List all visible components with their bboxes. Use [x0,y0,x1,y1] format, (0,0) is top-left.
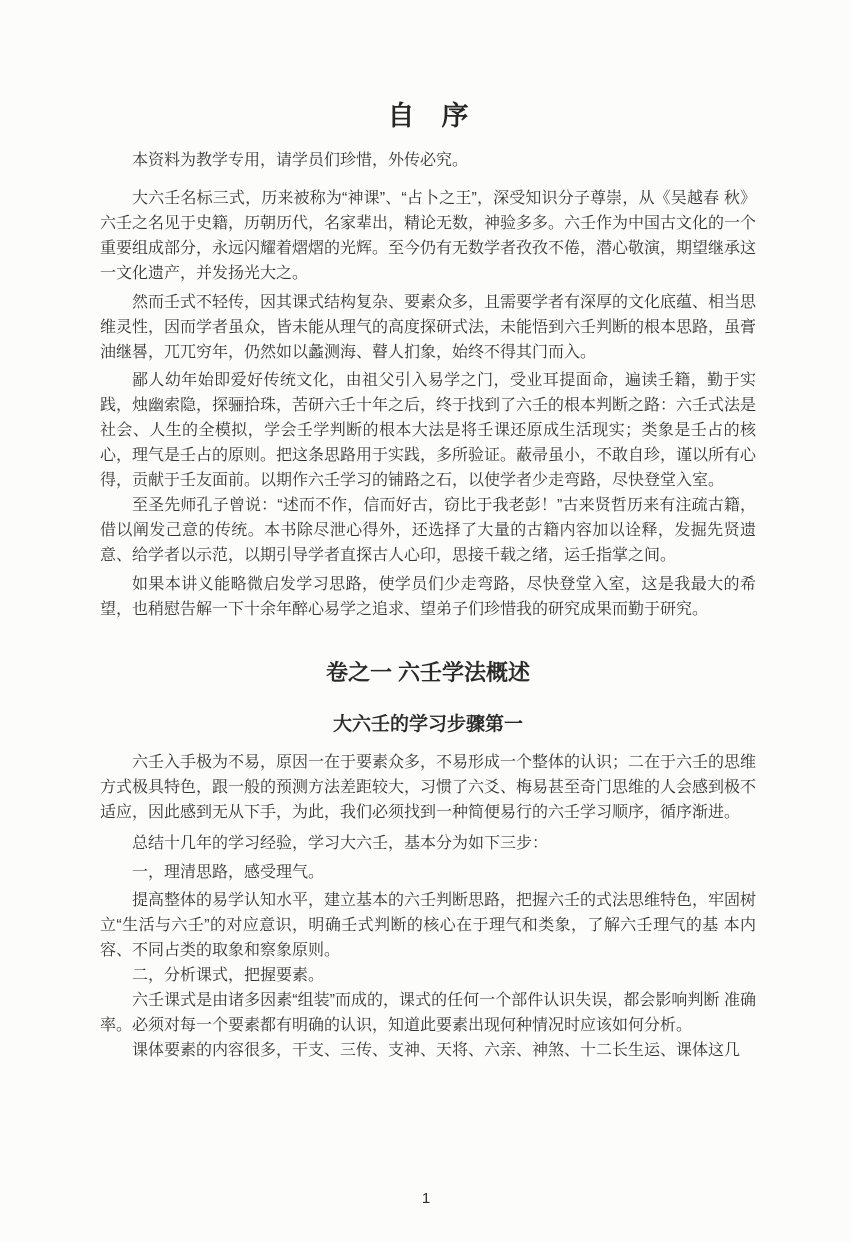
section-paragraph: 课体要素的内容很多，干支、三传、支神、天将、六亲、神煞、十二长生运、课体这几 [132,1042,741,1059]
section-paragraph: 六壬课式是由诸多因素“组装”而成的，课式的任何一个部件认识失误，都会影响判断 准确率。必须对每一个要素都有明确的认识，知道此要素出现何种情况时应该如何分析。 [100,992,756,1034]
section-paragraph: 提高整体的易学认知水平，建立基本的六壬判断思路，把握六壬的式法思维特色，牢固树立“生活与六壬”的对应意识，明确壬式判断的核心在于理气和类象，了解六壬理气的基 本内容、不同占类的取象和察象原则。 [100,892,757,959]
document-content [100,96,756,1063]
section-paragraph: 一，理清思路，感受理气。 [132,864,325,881]
doc-title: 自 序 [387,101,469,131]
preface-paragraph: 至圣先师孔子曾说：“述而不作，信而好古，窃比于我老彭！”古来贤哲历来有注疏古籍， 借以阐发己意的传统。本书除尽泄心得外，还选择了大量的古籍内容加以诠释，发掘先贤遗 意、给学者以示范，以期引导学者直探古人心印，思接千载之绪，运壬指掌之间。 [100,497,756,564]
section-subheading: 大六壬的学习步骤第一 [332,714,523,735]
preface-paragraph: 鄙人幼年始即爱好传统文化，由祖父引入易学之门，受业耳提面命，遍读壬籍，勤于实践，烛幽索隐，探骊拾珠，苦研六壬十年之后，终于找到了六壬的根本判断之路：六壬式法是社会、人生的全模拟，学会壬学判断的根本大法是将壬课还原成生活现实；类象是壬占的核心，理气是壬占的原则。把这条思路用于实践，多所验证。蔽帚虽小，不敢自珍，谨以所有心得，贡献于壬友面前。以期作六壬学习的铺路之石，以使学者少走弯路，尽快登堂入室。 [100,372,757,489]
preface-paragraph: 然而壬式不轻传，因其课式结构复杂、要素众多，且需要学者有深厚的文化底蕴、相当思维灵性，因而学者虽众，皆未能从理气的高度探研式法，未能悟到六壬判断的根本思路，虽膏油继晷，兀兀穷年，仍然如以蠡测海、瞽人扪象，始终不得其门而入。 [100,294,757,361]
section-paragraph: 二，分析课式，把握要素。 [132,967,325,984]
preface-paragraph: 本资料为教学专用，请学员们珍惜，外传必究。 [132,152,469,169]
section-paragraph: 六壬入手极为不易，原因一在于要素众多，不易形成一个整体的认识；二在于六壬的思维方式极具特色，跟一般的预测方法差距较大，习惯了六爻、梅易甚至奇门思维的人会感到极不适应，因此感到无从下手，为此，我们必须找到一种简便易行的六壬学习顺序，循序渐进。 [100,754,757,821]
preface-paragraph: 大六壬名标三式，历来被称为“神课”、“占卜之王”，深受知识分子尊崇，从《吴越春 秋》六壬之名见于史籍，历朝历代，名家辈出，精论无数，神验多多。六壬作为中国古文化的一个重要组成部分，永远闪耀着熠熠的光辉。至今仍有无数学者孜孜不倦，潜心敬演，期望继承这一文化遗产，并发扬光大之。 [100,190,757,282]
page-number: 1 [421,1190,431,1207]
section-paragraph: 总结十几年的学习经验，学习大六壬，基本分为如下三步： [132,835,549,852]
preface-paragraph: 如果本讲义能略微启发学习思路，使学员们少走弯路，尽快登堂入室，这是我最大的希望，也稍慰告解一下十余年醉心易学之追求、望弟子们珍惜我的研究成果而勤于研究。 [100,576,756,618]
chapter-heading: 卷之一 六壬学法概述 [325,660,531,685]
